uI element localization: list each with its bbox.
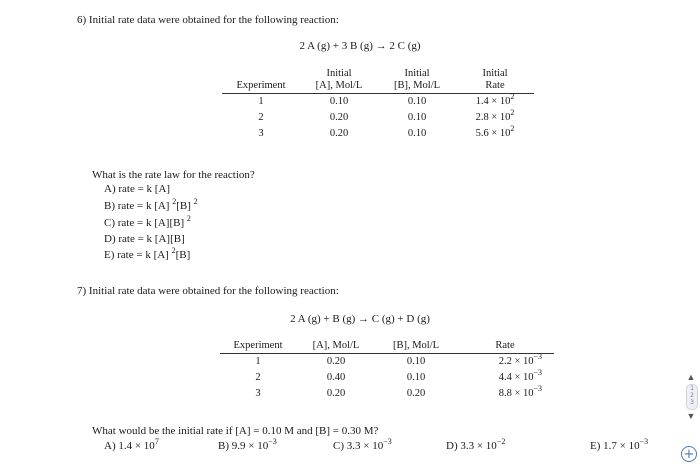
q6-col4-line1: Initial [482,68,508,79]
q6-question: What is the rate law for the reaction? [92,169,255,181]
rate-exponent: 2 [510,124,515,133]
rate-exponent: 2 [510,92,515,101]
scroll-up-icon[interactable]: ▲ [686,372,696,382]
q6-col4-header: Rate [456,80,534,94]
q6-a-cell: 0.20 [329,112,349,123]
q6-col1-header: Experiment [222,80,300,94]
option-text: C) 3.3 × 10 [333,440,384,452]
q7-reaction-equation: 2 A (g) + B (g) → C (g) + D (g) [290,313,430,325]
q6-rate-table [222,68,534,142]
q7-heading: 7) Initial rate data were obtained for the following reaction: [77,285,339,297]
rate-base: 5.6 × 10 [475,128,511,139]
option-text: B) rate = k [A] [104,200,173,212]
q6-a-cell: 0.10 [329,96,349,107]
rate-base: 2.2 × 10 [498,356,534,367]
q6-col2-header: [A], Mol/L [300,80,378,94]
q7-col4-header: Rate [456,340,554,354]
q6-a-cell: 0.20 [329,128,349,139]
table-row [220,386,554,402]
q6-col2-line1: Initial [326,68,352,79]
rate-exponent: −3 [533,384,542,393]
q7-question: What would be the initial rate if [A] = 0.10 M and [B] = 0.30 M? [92,425,379,437]
q7-rate-cell [456,386,554,402]
table-row [220,354,554,371]
q6-rate-cell [456,110,534,126]
table-row [222,126,534,142]
q6-heading: 6) Initial rate data were obtained for the following reaction: [77,14,339,26]
q6-option-c[interactable] [104,214,191,229]
q6-rate-cell [456,94,534,111]
page-indicator[interactable] [686,384,698,410]
rate-base: 1.4 × 10 [475,96,511,107]
table-row [222,94,534,111]
q6-exp-cell: 2 [258,112,264,123]
q6-b-cell: 0.10 [407,128,427,139]
option-text: E) 1.7 × 10 [590,440,640,452]
option-text: A) rate = k [A] [104,183,171,195]
option-exponent: −3 [383,437,392,446]
q7-col3-header: [B], Mol/L [376,340,456,354]
option-exponent: 2 [172,197,177,206]
q6-b-cell: 0.10 [407,96,427,107]
q6-exp-cell: 3 [258,128,264,139]
option-exponent: 2 [171,246,176,255]
q7-col2-header: [A], Mol/L [296,340,376,354]
scroll-down-icon[interactable]: ▼ [686,411,696,421]
q7-option-a[interactable] [104,437,159,452]
q6-option-b[interactable] [104,197,198,212]
option-text: B) 9.9 × 10 [218,440,269,452]
q6-reaction-equation: 2 A (g) + 3 B (g) → 2 C (g) [299,40,421,52]
rate-base: 2.8 × 10 [475,112,511,123]
q6-col3-line1: Initial [404,68,430,79]
q6-exp-cell: 1 [258,96,264,107]
option-exponent: 7 [154,437,159,446]
q7-option-e[interactable] [590,437,649,452]
q7-option-c[interactable] [333,437,392,452]
rate-exponent: −3 [533,352,542,361]
option-exponent: 2 [193,197,198,206]
q7-col1-header: Experiment [220,340,296,354]
option-text: D) rate = k [A][B] [104,233,185,245]
option-exponent: 2 [186,214,191,223]
q7-a-cell: 0.40 [326,372,346,383]
option-text-mid: [B] [176,200,194,212]
q6-rate-cell [456,126,534,142]
q6-b-cell: 0.10 [407,112,427,123]
rate-exponent: 2 [510,108,515,117]
q7-exp-cell: 2 [255,372,261,383]
q7-b-cell: 0.10 [406,372,426,383]
option-text: D) 3.3 × 10 [446,440,497,452]
option-exponent: −3 [639,437,649,446]
q6-option-d[interactable] [104,233,185,245]
zoom-in-icon[interactable]: + [681,446,697,462]
q7-option-b[interactable] [218,437,277,452]
q6-col1-line1 [222,68,300,80]
rate-base: 4.4 × 10 [498,372,534,383]
page-number: 1 [690,385,694,392]
table-row [222,110,534,126]
q7-exp-cell: 1 [255,356,261,367]
q7-rate-table [220,340,554,402]
option-text: E) rate = k [A] [104,249,172,261]
q7-option-d[interactable] [446,437,506,452]
q7-exp-cell: 3 [255,388,261,399]
q7-b-cell: 0.20 [406,388,426,399]
option-exponent: −3 [268,437,277,446]
option-exponent: −2 [496,437,506,446]
option-text: A) 1.4 × 10 [104,440,155,452]
q6-option-e[interactable] [104,246,191,261]
option-text: C) rate = k [A][B] [104,217,187,229]
option-text-mid: [B] [175,249,191,261]
q7-a-cell: 0.20 [326,388,346,399]
q6-option-a[interactable] [104,183,170,195]
page-number: 2 [690,392,694,399]
page-number: 3 [690,399,694,406]
q7-b-cell: 0.10 [406,356,426,367]
q6-col3-header: [B], Mol/L [378,80,456,94]
rate-exponent: −3 [533,368,542,377]
rate-base: 8.8 × 10 [498,388,534,399]
table-row [220,370,554,386]
q7-a-cell: 0.20 [326,356,346,367]
